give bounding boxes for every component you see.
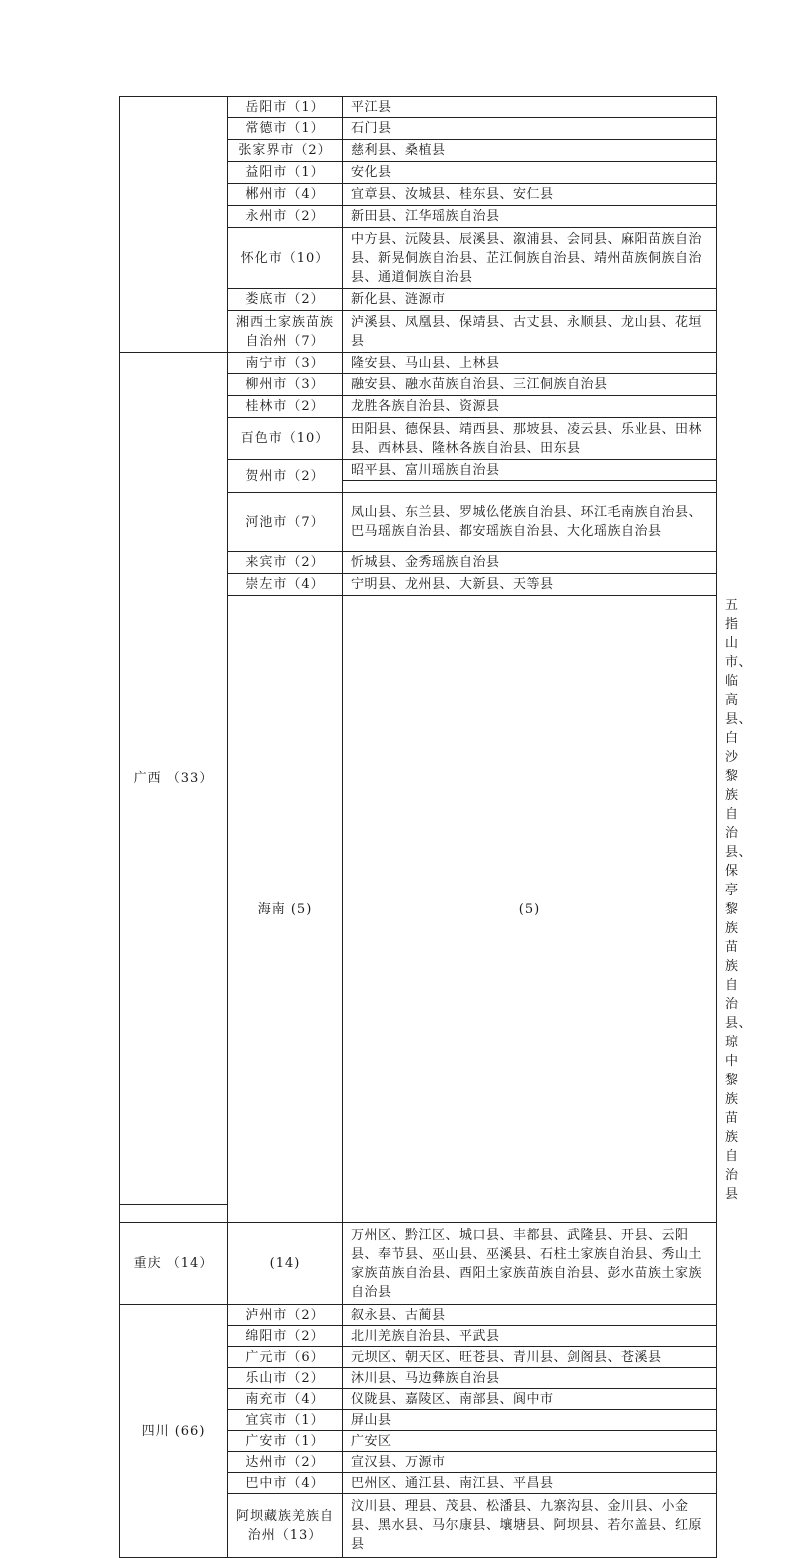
city-cell: 达州市（2） bbox=[228, 1452, 343, 1473]
city-cell: 巴中市（4） bbox=[228, 1473, 343, 1494]
city-cell: 宜宾市（1） bbox=[228, 1410, 343, 1431]
counties-cell: 泸溪县、凤凰县、保靖县、古丈县、永顺县、龙山县、花垣县 bbox=[343, 311, 717, 353]
city-cell: 崇左市（4） bbox=[228, 574, 343, 596]
counties-cell: 慈利县、桑植县 bbox=[343, 140, 717, 162]
city-cell: 娄底市（2） bbox=[228, 289, 343, 311]
counties-cell: 新田县、江华瑶族自治县 bbox=[343, 206, 717, 228]
city-cell: 怀化市（10） bbox=[228, 228, 343, 289]
table-row: 海南 (5) (5) 五指山市、临高县、白沙黎族自治县、保亭黎族苗族自治县、琼中黎族苗族自治县 bbox=[120, 596, 717, 1205]
counties-cell: 宣汉县、万源市 bbox=[343, 1452, 717, 1473]
city-cell: 乐山市（2） bbox=[228, 1368, 343, 1389]
counties-cell: 汶川县、理县、茂县、松潘县、九寨沟县、金川县、小金县、黑水县、马尔康县、壤塘县、阿坝县、若尔盖县、红原县 bbox=[343, 1494, 717, 1558]
city-cell: 广元市（6） bbox=[228, 1347, 343, 1368]
city-cell: 湘西土家族苗族自治州（7） bbox=[228, 311, 343, 353]
province-cell: 重庆 （14） bbox=[120, 1223, 228, 1305]
province-cell: 广西 （33） bbox=[120, 353, 228, 1205]
counties-cell: 北川羌族自治县、平武县 bbox=[343, 1326, 717, 1347]
city-cell: 广安市（1） bbox=[228, 1431, 343, 1452]
table-row bbox=[120, 1223, 717, 1305]
city-cell: (14) bbox=[228, 1223, 343, 1305]
counties-cell: 中方县、沅陵县、辰溪县、溆浦县、会同县、麻阳苗族自治县、新晃侗族自治县、芷江侗族自治县、靖州苗族侗族自治县、通道侗族自治县 bbox=[343, 228, 717, 289]
province-cell bbox=[120, 97, 228, 353]
city-cell: 来宾市（2） bbox=[228, 552, 343, 574]
city-cell: 益阳市（1） bbox=[228, 162, 343, 184]
city-cell: 绵阳市（2） bbox=[228, 1326, 343, 1347]
empty-cell bbox=[343, 481, 717, 493]
counties-cell: 宜章县、汝城县、桂东县、安仁县 bbox=[343, 184, 717, 206]
province-cell: 四川 (66) bbox=[120, 1305, 228, 1558]
poverty-county-table bbox=[119, 96, 753, 1558]
counties-cell: 凤山县、东兰县、罗城仫佬族自治县、环江毛南族自治县、巴马瑶族自治县、都安瑶族自治县、大化瑶族自治县 bbox=[343, 493, 717, 552]
empty-cell bbox=[120, 1205, 228, 1223]
table-row bbox=[120, 353, 717, 374]
city-cell: 南充市（4） bbox=[228, 1389, 343, 1410]
city-cell: 柳州市（3） bbox=[228, 374, 343, 396]
table-row bbox=[120, 97, 717, 118]
counties-cell: 昭平县、富川瑶族自治县 bbox=[343, 460, 717, 481]
counties-cell: 平江县 bbox=[343, 97, 717, 118]
city-cell: 泸州市（2） bbox=[228, 1305, 343, 1326]
city-cell: 河池市（7） bbox=[228, 493, 343, 552]
counties-cell: 龙胜各族自治县、资源县 bbox=[343, 396, 717, 418]
counties-cell: 安化县 bbox=[343, 162, 717, 184]
counties-cell: 隆安县、马山县、上林县 bbox=[343, 353, 717, 374]
city-cell: (5) bbox=[343, 596, 717, 1223]
city-cell: 百色市（10） bbox=[228, 418, 343, 460]
counties-cell: 万州区、黔江区、城口县、丰都县、武隆县、开县、云阳县、奉节县、巫山县、巫溪县、石柱土家族自治县、秀山土家族苗族自治县、酉阳土家族苗族自治县、彭水苗族土家族自治县 bbox=[343, 1223, 717, 1305]
province-cell: 海南 (5) bbox=[228, 596, 343, 1223]
city-cell: 贺州市（2） bbox=[228, 460, 343, 493]
city-cell: 张家界市（2） bbox=[228, 140, 343, 162]
city-cell: 永州市（2） bbox=[228, 206, 343, 228]
counties-cell: 叙永县、古蔺县 bbox=[343, 1305, 717, 1326]
counties-cell: 广安区 bbox=[343, 1431, 717, 1452]
counties-cell: 元坝区、朝天区、旺苍县、青川县、剑阁县、苍溪县 bbox=[343, 1347, 717, 1368]
counties-cell: 屏山县 bbox=[343, 1410, 717, 1431]
city-cell: 桂林市（2） bbox=[228, 396, 343, 418]
counties-cell: 石门县 bbox=[343, 118, 717, 140]
counties-cell: 仪陇县、嘉陵区、南部县、阆中市 bbox=[343, 1389, 717, 1410]
counties-cell: 融安县、融水苗族自治县、三江侗族自治县 bbox=[343, 374, 717, 396]
counties-cell: 田阳县、德保县、靖西县、那坡县、凌云县、乐业县、田林县、西林县、隆林各族自治县、田东县 bbox=[343, 418, 717, 460]
counties-cell: 新化县、涟源市 bbox=[343, 289, 717, 311]
city-cell: 郴州市（4） bbox=[228, 184, 343, 206]
city-cell: 阿坝藏族羌族自治州（13） bbox=[228, 1494, 343, 1558]
city-cell: 南宁市（3） bbox=[228, 353, 343, 374]
table-row bbox=[120, 1305, 717, 1326]
city-cell: 常德市（1） bbox=[228, 118, 343, 140]
city-cell: 岳阳市（1） bbox=[228, 97, 343, 118]
counties-cell: 忻城县、金秀瑶族自治县 bbox=[343, 552, 717, 574]
counties-cell: 沐川县、马边彝族自治县 bbox=[343, 1368, 717, 1389]
counties-cell: 宁明县、龙州县、大新县、天等县 bbox=[343, 574, 717, 596]
counties-cell: 巴州区、通江县、南江县、平昌县 bbox=[343, 1473, 717, 1494]
